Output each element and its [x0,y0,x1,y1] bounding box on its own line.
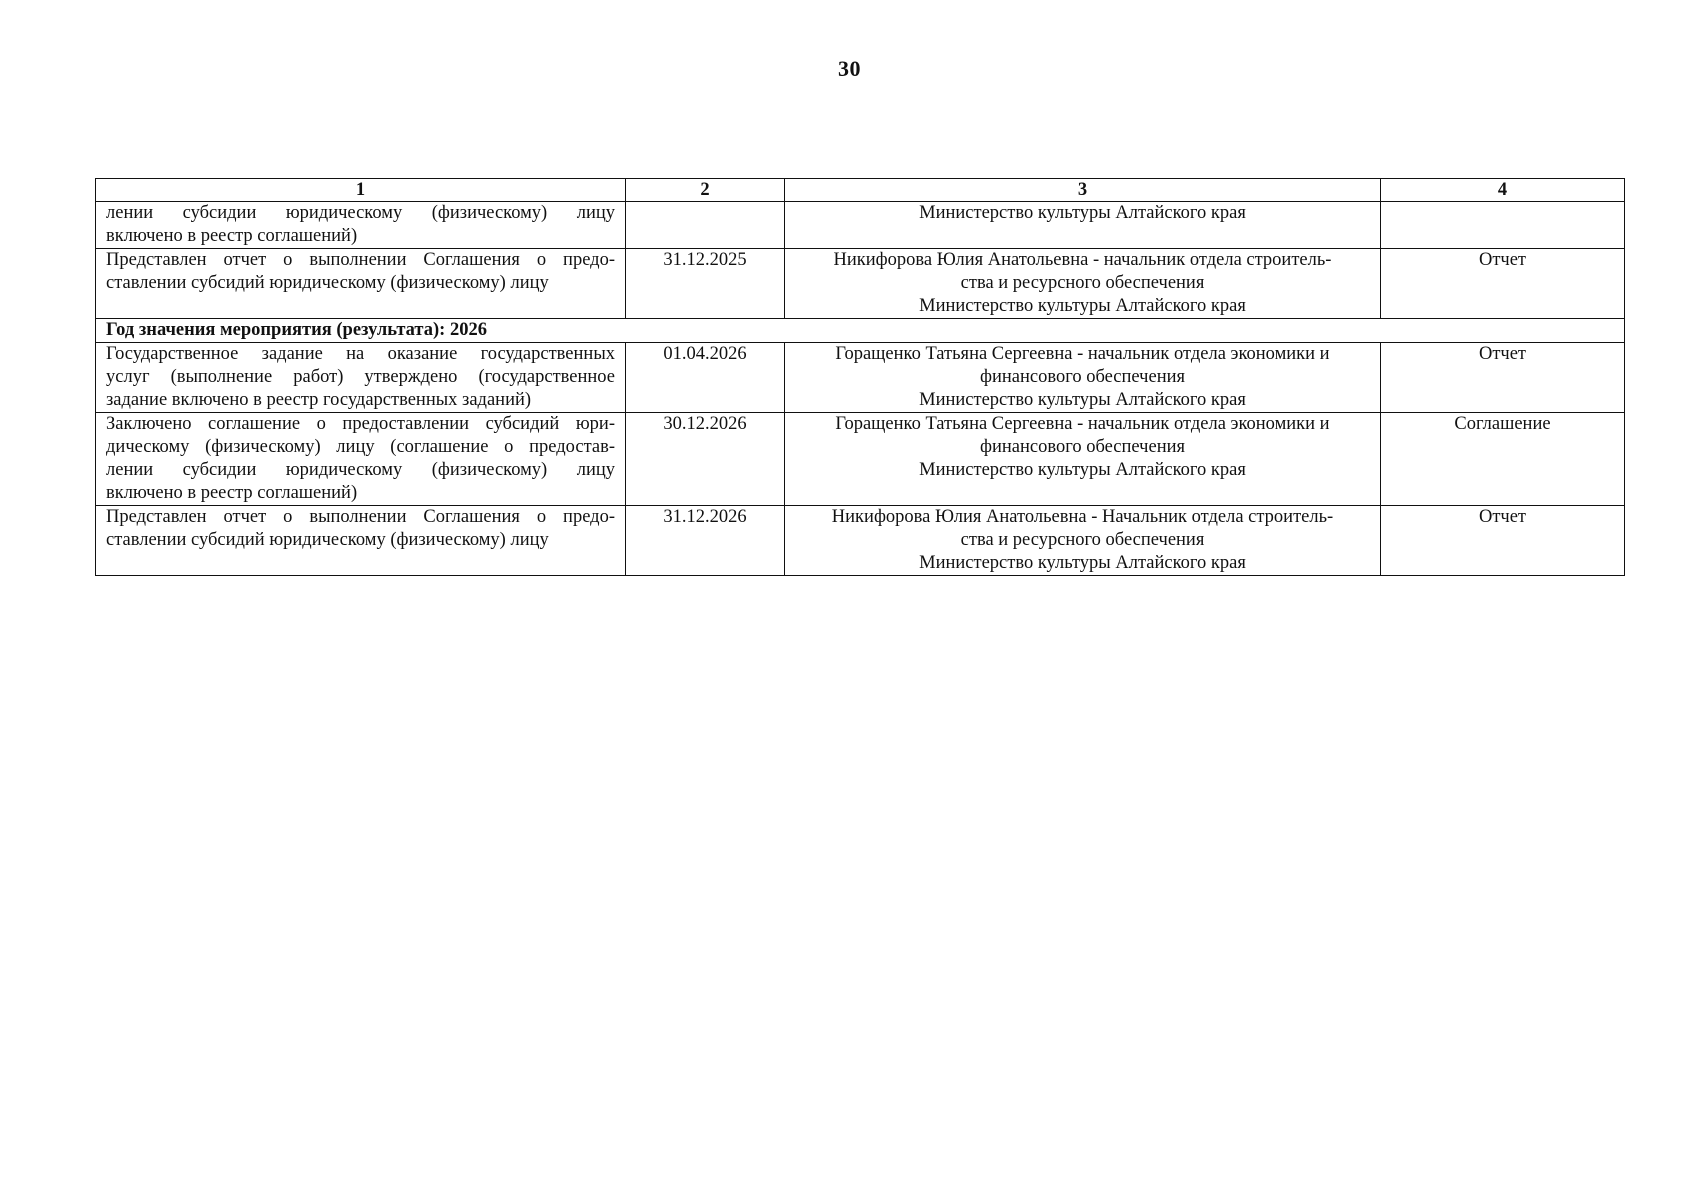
document-cell: Отчет [1381,506,1625,576]
responsible-cell [785,249,1381,319]
event-cell [96,202,626,249]
event-cell [96,413,626,506]
column-header-4: 4 [1381,179,1625,202]
event-text-line: услуг (выполнение работ) утверждено (государственное [106,367,615,387]
responsible-text-line: ства и ресурсного обеспечения [960,273,1205,293]
event-text-line: Заключено соглашение о предоставлении субсидий юри- [106,414,615,434]
document-cell: Соглашение [1381,413,1625,506]
event-text-line: дическому (физическому) лицу (соглашение о предостав- [106,437,615,457]
event-text-line: ставлении субсидий юридическому (физическому) лицу [106,273,549,293]
event-text-line: включено в реестр соглашений) [106,483,358,503]
event-text-line: лении субсидии юридическому (физическому) лицу [106,460,615,480]
date-cell [626,202,785,249]
section-title: Год значения мероприятия (результата): 2026 [96,319,1625,343]
document-cell [1381,202,1625,249]
column-header-1: 1 [96,179,626,202]
event-text-line: задание включено в реестр государственных заданий) [106,390,532,410]
date-cell: 01.04.2026 [626,343,785,413]
event-text-line: лении субсидии юридическому (физическому) лицу [106,203,615,223]
column-header-3: 3 [785,179,1381,202]
event-text-line: включено в реестр соглашений) [106,226,358,246]
responsible-text-line: Министерство культуры Алтайского края [919,203,1246,223]
responsible-text-line: Никифорова Юлия Анатольевна - Начальник отдела строитель- [831,507,1334,527]
responsible-text-line: Горащенко Татьяна Сергеевна - начальник отдела экономики и [835,344,1330,364]
section-row [96,319,1625,343]
responsible-cell [785,202,1381,249]
responsible-text-line: Министерство культуры Алтайского края [919,296,1246,316]
event-text-line: Государственное задание на оказание государственных [106,344,615,364]
event-text-line: Представлен отчет о выполнении Соглашения о предо- [106,507,615,527]
responsible-cell [785,413,1381,506]
responsible-text-line: Никифорова Юлия Анатольевна - начальник отдела строитель- [833,250,1332,270]
date-cell: 30.12.2026 [626,413,785,506]
table-row [96,413,1625,506]
responsible-text-line: Министерство культуры Алтайского края [919,390,1246,410]
event-cell [96,249,626,319]
document-cell: Отчет [1381,249,1625,319]
responsible-cell [785,506,1381,576]
responsible-text-line: Горащенко Татьяна Сергеевна - начальник отдела экономики и [835,414,1330,434]
date-cell: 31.12.2026 [626,506,785,576]
table-row [96,202,1625,249]
date-cell: 31.12.2025 [626,249,785,319]
events-table [95,178,1625,576]
page-number: 30 [838,56,861,81]
table-row [96,343,1625,413]
event-text-line: ставлении субсидий юридическому (физическому) лицу [106,530,549,550]
responsible-text-line: финансового обеспечения [980,437,1185,457]
table-row [96,249,1625,319]
event-cell [96,343,626,413]
responsible-cell [785,343,1381,413]
header-row [96,179,1625,202]
event-text-line: Представлен отчет о выполнении Соглашения о предо- [106,250,615,270]
table-row [96,506,1625,576]
column-header-2: 2 [626,179,785,202]
responsible-text-line: Министерство культуры Алтайского края [919,553,1246,573]
responsible-text-line: ства и ресурсного обеспечения [960,530,1205,550]
event-cell [96,506,626,576]
responsible-text-line: Министерство культуры Алтайского края [919,460,1246,480]
document-cell: Отчет [1381,343,1625,413]
responsible-text-line: финансового обеспечения [980,367,1185,387]
